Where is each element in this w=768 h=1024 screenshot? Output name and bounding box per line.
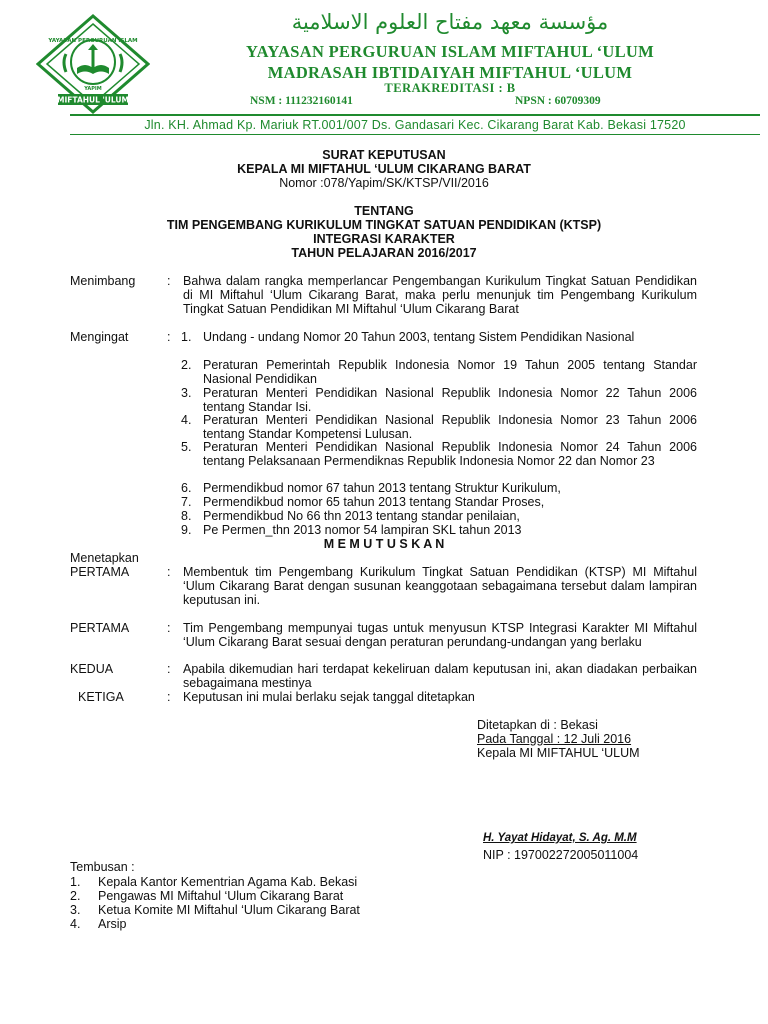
list-number: 2. xyxy=(70,889,81,903)
list-number: 2. xyxy=(181,358,192,372)
list-text: Permendikbud nomor 67 tahun 2013 tentang Struktur Kurikulum, xyxy=(203,481,561,495)
nsm-number: NSM : 111232160141 xyxy=(250,95,353,107)
decision-text: Membentuk tim Pengembang Kurikulum Tingkat Satuan Pendidikan (KTSP) MI Miftahul ‘Ulum Cikarang Barat dengan susunan keanggotaan sebagaimana tersebut dalam lampiran keputusan ini. xyxy=(183,565,697,607)
list-text: Peraturan Menteri Pendidikan Nasional Republik Indonesia Nomor 22 Tahun 2006 tentang Standar Isi. xyxy=(203,386,697,414)
list-number: 3. xyxy=(181,386,192,400)
list-item xyxy=(70,875,357,889)
issuer-title: KEPALA MI MIFTAHUL ‘ULUM CIKARANG BARAT xyxy=(237,162,531,176)
decision-colon: : xyxy=(167,621,171,635)
menimbang-label: Menimbang xyxy=(70,274,136,288)
list-text: Pe Permen_thn 2013 nomor 54 lampiran SKL tahun 2013 xyxy=(203,523,522,537)
mengingat-label: Mengingat xyxy=(70,330,129,344)
signature-place: Ditetapkan di : Bekasi xyxy=(477,718,598,732)
decision-label: PERTAMA xyxy=(70,621,130,635)
list-text: Permendikbud nomor 65 tahun 2013 tentang Standar Proses, xyxy=(203,495,545,509)
list-text: Peraturan Menteri Pendidikan Nasional Republik Indonesia Nomor 23 Tahun 2006 tentang Standar Kompetensi Lulusan. xyxy=(203,413,697,441)
list-text: Ketua Komite MI Miftahul ‘Ulum Cikarang Barat xyxy=(98,903,360,917)
list-number: 8. xyxy=(181,509,192,523)
signatory-name: H. Yayat Hidayat, S. Ag. M.M xyxy=(483,832,637,844)
list-number: 1. xyxy=(181,330,192,344)
list-item xyxy=(70,889,343,903)
signature-position: Kepala MI MIFTAHUL ‘ULUM xyxy=(477,746,640,760)
tembusan-label: Tembusan : xyxy=(70,860,135,874)
school-address: Jln. KH. Ahmad Kp. Mariuk RT.001/007 Ds. Gandasari Kec. Cikarang Barat Kab. Bekasi 17520 xyxy=(144,118,686,132)
menimbang-text: Bahwa dalam rangka memperlancar Pengembangan Kurikulum Tingkat Satuan Pendidikan di MI Miftahul ‘Ulum Cikarang Barat, maka perlu menunjuk tim Pengembang Kurikulum Tingkat Satuan Pendidikan MI Miftahul ‘Ulum Cikarang Barat xyxy=(183,274,697,316)
list-number: 4. xyxy=(70,917,81,931)
list-number: 9. xyxy=(181,523,192,537)
decision-text: Keputusan ini mulai berlaku sejak tanggal ditetapkan xyxy=(183,690,475,704)
accreditation: TERAKREDITASI : B xyxy=(384,81,516,95)
list-text: Arsip xyxy=(98,917,127,931)
decision-label: PERTAMA xyxy=(70,565,130,579)
school-name: MADRASAH IBTIDAIYAH MIFTAHUL ‘ULUM xyxy=(267,63,633,82)
decision-label: KETIGA xyxy=(78,690,124,704)
logo-badge: YAPIM xyxy=(84,86,102,92)
list-number: 1. xyxy=(70,875,81,889)
list-number: 7. xyxy=(181,495,192,509)
decision-text: Apabila dikemudian hari terdapat kekeliruan dalam keputusan ini, akan diadakan perbaikan sebagaimana mestinya xyxy=(183,662,697,690)
list-number: 3. xyxy=(70,903,81,917)
list-item xyxy=(70,903,360,917)
subject-line-3: TAHUN PELAJARAN 2016/2017 xyxy=(291,246,477,260)
logo-text-top: YAYASAN PERGURUAN ISLAM xyxy=(48,38,138,44)
menetapkan-label: Menetapkan xyxy=(70,551,139,565)
decision-text: Tim Pengembang mempunyai tugas untuk menyusun KTSP Integrasi Karakter MI Miftahul ‘Ulum Cikarang Barat sesuai dengan peraturan perundang-undangan yang berlaku xyxy=(183,621,697,649)
school-logo xyxy=(36,14,150,114)
header-divider xyxy=(70,114,760,116)
list-text: Permendikbud No 66 thn 2013 tentang standar penilaian, xyxy=(203,509,520,523)
mengingat-colon: : xyxy=(167,330,171,344)
npsn-number: NPSN : 60709309 xyxy=(515,95,601,107)
header-divider-thin xyxy=(70,134,760,135)
document-number: Nomor :078/Yapim/SK/KTSP/VII/2016 xyxy=(279,176,489,190)
list-text: Kepala Kantor Kementrian Agama Kab. Bekasi xyxy=(98,875,358,889)
decision-label: KEDUA xyxy=(70,662,114,676)
list-number: 4. xyxy=(181,413,192,427)
decision-colon: : xyxy=(167,690,171,704)
logo-text-bottom: MIFTAHUL 'ULUM xyxy=(57,95,129,105)
list-number: 5. xyxy=(181,440,192,454)
signature-date: Pada Tanggal : 12 Juli 2016 xyxy=(477,732,632,746)
list-number: 6. xyxy=(181,481,192,495)
list-item xyxy=(70,917,126,931)
list-text: Peraturan Menteri Pendidikan Nasional Republik Indonesia Nomor 24 Tahun 2006 tentang Pelaksanaan Permendiknas Republik Indonesia Nomor 22 dan Nomor 23 xyxy=(203,440,697,468)
subject-line-1: TIM PENGEMBANG KURIKULUM TINGKAT SATUAN PENDIDIKAN (KTSP) xyxy=(166,218,602,232)
decision-colon: : xyxy=(167,565,171,579)
memutuskan-heading: M E M U T U S K A N xyxy=(323,537,445,551)
menimbang-colon: : xyxy=(167,274,171,288)
arabic-title: مؤسسة معهد مفتاح العلوم الاسلامية xyxy=(291,10,609,34)
subject-line-2: INTEGRASI KARAKTER xyxy=(313,232,455,246)
list-text: Pengawas MI Miftahul ‘Ulum Cikarang Barat xyxy=(98,889,344,903)
decision-colon: : xyxy=(167,662,171,676)
document-title: SURAT KEPUTUSAN xyxy=(322,148,446,162)
list-text: Undang - undang Nomor 20 Tahun 2003, tentang Sistem Pendidikan Nasional xyxy=(203,330,635,344)
signatory-nip: NIP : 197002272005011004 xyxy=(483,848,639,862)
foundation-name: YAYASAN PERGURUAN ISLAM MIFTAHUL ‘ULUM xyxy=(245,42,655,61)
about-heading: TENTANG xyxy=(354,204,414,218)
list-text: Peraturan Pemerintah Republik Indonesia Nomor 19 Tahun 2005 tentang Standar Nasional Pendidikan xyxy=(203,358,697,386)
